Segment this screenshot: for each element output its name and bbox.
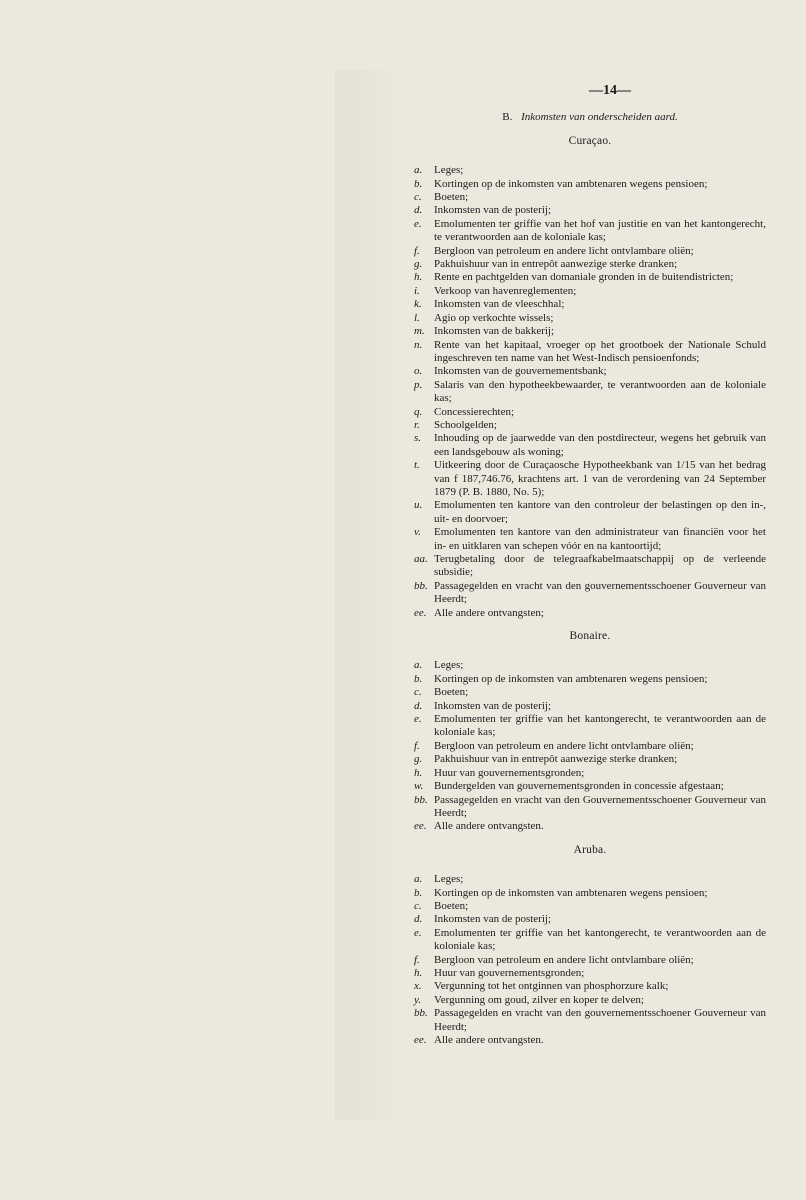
item-label: aa. <box>414 553 428 565</box>
list-item <box>414 258 766 271</box>
item-label: y. <box>414 993 422 1006</box>
item-label: u. <box>414 499 423 512</box>
item-text: Salaris van den hypotheekbewaarder, te verantwoorden aan de koloniale kas; <box>434 378 766 405</box>
item-text: Verkoop van havenreglementen; <box>434 284 577 297</box>
item-label: d. <box>414 913 423 926</box>
item-label: c. <box>414 686 422 699</box>
list-item <box>414 673 766 686</box>
page-number: —14— <box>589 83 631 98</box>
item-text: Inkomsten van de gouvernementsbank; <box>434 365 607 378</box>
list-item <box>414 753 766 766</box>
list-item <box>414 325 766 338</box>
item-label: c. <box>414 899 422 912</box>
item-text: Rente van het kapitaal, vroeger op het grootboek der Nationale Schuld ingeschreven ten name van het West-Indisch pensioenfonds; <box>434 338 766 364</box>
item-text: Kortingen op de inkomsten van ambtenaren wegens pensioen; <box>434 886 708 899</box>
section-title: Inkomsten van onderscheiden aard. <box>521 111 678 124</box>
item-label: g. <box>414 753 423 766</box>
item-text: Kortingen op de inkomsten van ambtenaren wegens pensioen; <box>434 177 708 190</box>
list-item <box>414 820 766 833</box>
item-text: Concessierechten; <box>434 405 515 418</box>
section-heading <box>414 111 766 124</box>
item-text: Vergunning tot het ontginnen van phosphorzure kalk; <box>434 980 669 993</box>
item-label: r. <box>414 418 420 431</box>
item-text: Agio op verkochte wissels; <box>434 311 554 324</box>
item-label: f. <box>414 244 420 257</box>
item-label: g. <box>414 258 423 271</box>
item-label: q. <box>414 405 423 418</box>
list-item <box>414 700 766 713</box>
item-text: Inkomsten van de posterij; <box>434 913 552 926</box>
list-item <box>414 432 766 459</box>
list-item <box>414 780 766 793</box>
item-label: e. <box>414 926 422 939</box>
list-item <box>414 164 766 177</box>
item-label: h. <box>414 766 423 779</box>
item-label: h. <box>414 271 423 284</box>
list-item <box>414 994 766 1007</box>
item-label: w. <box>414 780 424 793</box>
list-item <box>414 526 766 553</box>
item-text: Boeten; <box>434 899 469 912</box>
list-item <box>414 607 766 620</box>
item-label: b. <box>414 177 423 190</box>
item-text: Emolumenten ten kantore van den administrateur van financiën voor het in- en uitklaren van schepen vóór en na kantoortijd; <box>434 526 766 552</box>
list-item <box>414 178 766 191</box>
list-item <box>414 794 766 821</box>
item-label: m. <box>414 325 425 338</box>
list-item <box>414 204 766 217</box>
list-item <box>414 218 766 245</box>
item-text: Boeten; <box>434 191 469 204</box>
region-list <box>414 164 766 620</box>
list-item <box>414 312 766 325</box>
list-item <box>414 659 766 672</box>
item-label: a. <box>414 164 423 177</box>
list-item <box>414 954 766 967</box>
list-item <box>414 406 766 419</box>
list-item <box>414 873 766 886</box>
list-item <box>414 365 766 378</box>
region-heading: Curaçao. <box>568 134 612 147</box>
item-label: f. <box>414 953 420 966</box>
item-text: Vergunning om goud, zilver en koper te delven; <box>434 993 644 1006</box>
item-label: s. <box>414 432 422 445</box>
region-list <box>414 659 766 833</box>
item-label: t. <box>414 459 420 472</box>
item-label: k. <box>414 298 422 311</box>
item-text: Emolumenten ter griffie van het kantongerecht, te verantwoorden aan de koloniale kas; <box>434 713 766 739</box>
item-text: Leges; <box>434 659 464 672</box>
list-item <box>414 271 766 284</box>
item-label: ee. <box>414 820 427 833</box>
page-content <box>414 84 766 1057</box>
item-text: Bergloon van petroleum en andere licht ontvlambare oliën; <box>434 244 694 257</box>
item-label: h. <box>414 966 423 979</box>
item-text: Huur van gouvernementsgronden; <box>434 966 585 979</box>
item-text: Pakhuishuur van in entrepôt aanwezige sterke dranken; <box>434 753 678 766</box>
item-text: Boeten; <box>434 686 469 699</box>
item-text: Passagegelden en vracht van den gouvernementsschoener Gouverneur van Heerdt; <box>434 1007 766 1033</box>
region-list <box>414 873 766 1047</box>
item-text: Passagegelden en vracht van den Gouvernementsschoener Gouverneur van Heerdt; <box>434 793 766 819</box>
list-item <box>414 499 766 526</box>
item-text: Leges; <box>434 873 464 886</box>
item-label: bb. <box>414 793 428 806</box>
item-text: Alle andere ontvangsten; <box>434 606 544 619</box>
list-item <box>414 298 766 311</box>
item-label: d. <box>414 204 423 217</box>
bleed-through-shadow <box>335 70 405 1120</box>
item-label: f. <box>414 739 420 752</box>
item-text: Leges; <box>434 164 464 177</box>
item-label: o. <box>414 365 423 378</box>
item-text: Bundergelden van gouvernementsgronden in concessie afgestaan; <box>434 780 724 793</box>
item-text: Bergloon van petroleum en andere licht ontvlambare oliën; <box>434 739 694 752</box>
item-label: d. <box>414 699 423 712</box>
item-label: ee. <box>414 606 427 619</box>
item-text: Emolumenten ter griffie van het kantongerecht, te verantwoorden aan de koloniale kas; <box>434 926 766 953</box>
item-label: b. <box>414 672 423 685</box>
item-label: bb. <box>414 1007 428 1020</box>
list-item <box>414 713 766 740</box>
list-item <box>414 900 766 913</box>
section-letter: B. <box>502 111 513 124</box>
item-label: e. <box>414 217 422 230</box>
list-item <box>414 887 766 900</box>
item-label: c. <box>414 191 422 204</box>
item-text: Huur van gouvernementsgronden; <box>434 766 585 779</box>
item-text: Terugbetaling door de telegraafkabelmaatschappij op de verleende subsidie; <box>434 553 766 579</box>
list-item <box>414 339 766 366</box>
item-text: Schoolgelden; <box>434 418 497 431</box>
regions-container <box>414 135 766 1048</box>
list-item <box>414 1034 766 1047</box>
list-item <box>414 980 766 993</box>
item-text: Alle andere ontvangsten. <box>434 820 544 833</box>
item-text: Emolumenten ter griffie van het hof van justitie en van het kantongerecht, te verantwoorden aan de koloniale kas; <box>434 217 766 244</box>
item-text: Pakhuishuur van in entrepôt aanwezige sterke dranken; <box>434 258 678 271</box>
list-item <box>414 285 766 298</box>
item-text: Passagegelden en vracht van den gouvernementsschoener Gouverneur van Heerdt; <box>434 579 766 606</box>
list-item <box>414 191 766 204</box>
item-label: x. <box>414 980 422 993</box>
item-label: a. <box>414 659 423 672</box>
list-item <box>414 419 766 432</box>
list-item <box>414 580 766 607</box>
list-item <box>414 967 766 980</box>
item-text: Inkomsten van de bakkerij; <box>434 325 555 338</box>
region-heading: Bonaire. <box>569 630 611 643</box>
item-text: Kortingen op de inkomsten van ambtenaren wegens pensioen; <box>434 672 708 685</box>
item-text: Alle andere ontvangsten. <box>434 1034 544 1046</box>
item-text: Rente en pachtgelden van domaniale gronden in de buitendistricten; <box>434 271 734 284</box>
list-item <box>414 767 766 780</box>
item-text: Inkomsten van de posterij; <box>434 204 552 217</box>
list-item <box>414 927 766 954</box>
item-label: v. <box>414 526 421 539</box>
item-label: e. <box>414 713 422 726</box>
item-label: n. <box>414 338 423 351</box>
region-heading: Aruba. <box>573 843 607 856</box>
item-text: Emolumenten ten kantore van den controleur der belastingen op den in-, uit- en doorvoer; <box>434 499 766 525</box>
item-label: l. <box>414 311 420 324</box>
item-text: Bergloon van petroleum en andere licht ontvlambare oliën; <box>434 953 694 966</box>
list-item <box>414 913 766 926</box>
item-label: b. <box>414 886 423 899</box>
list-item <box>414 379 766 406</box>
list-item <box>414 553 766 580</box>
item-text: Inhouding op de jaarwedde van den postdirecteur, wegens het gebruik van een landsgebouw als woning; <box>434 432 766 458</box>
item-label: p. <box>414 378 423 391</box>
item-label: ee. <box>414 1034 427 1046</box>
item-label: i. <box>414 284 420 297</box>
item-text: Inkomsten van de vleeschhal; <box>434 298 565 311</box>
item-label: bb. <box>414 579 428 592</box>
list-item <box>414 1007 766 1034</box>
item-text: Uitkeering door de Curaçaosche Hypotheekbank van 1/15 van het bedrag van f 187,746.76, krachtens art. 1 van de verordening van 24 September 1879 (P. B. 1880, No. 5); <box>434 459 766 498</box>
list-item <box>414 245 766 258</box>
list-item <box>414 459 766 499</box>
item-text: Inkomsten van de posterij; <box>434 699 552 712</box>
list-item <box>414 740 766 753</box>
item-label: a. <box>414 873 423 886</box>
list-item <box>414 686 766 699</box>
